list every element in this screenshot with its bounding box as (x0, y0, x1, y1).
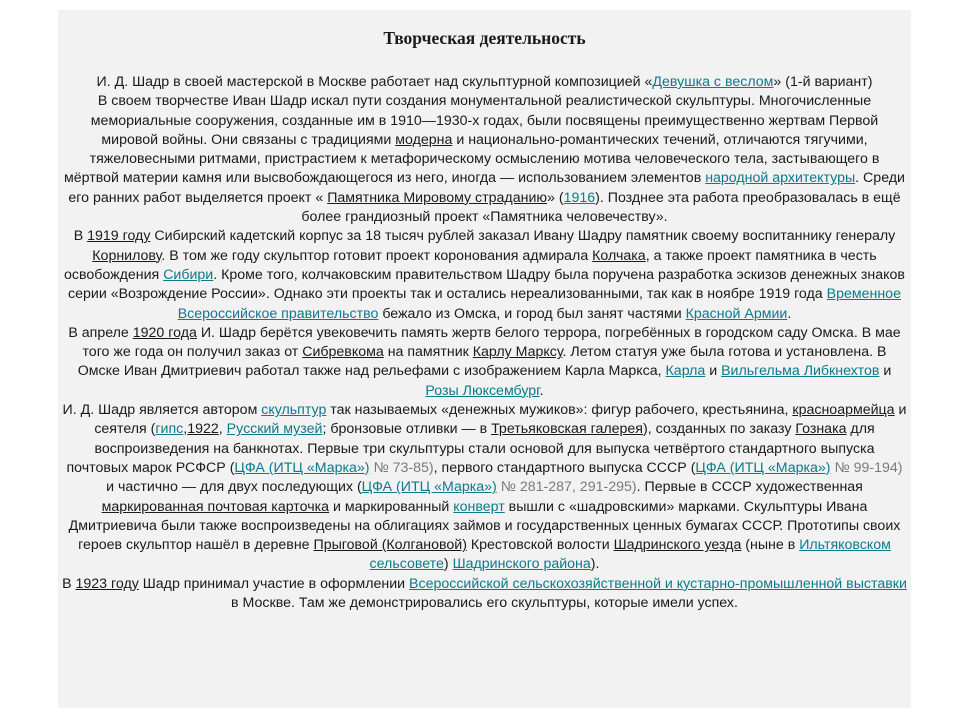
text-run: ), созданных по заказу (642, 421, 796, 438)
article-link[interactable]: ЦФА (ИТЦ «Марка») (234, 459, 370, 476)
text-run: . (539, 382, 544, 399)
article-link[interactable]: Карла (665, 363, 706, 380)
text-run: и частично — для двух последующих ( (106, 479, 362, 496)
underlined-reference[interactable]: Карлу Марксу (472, 344, 563, 361)
text-run: , а также проект памятника в честь освобождения (64, 247, 877, 283)
text-run: для воспроизведения на банкнотах. Первые три скульптуры стали основой для выпуска четвёртого стандартного выпуска почтовых марок РСФСР ( (66, 421, 875, 476)
text-run: и (879, 363, 892, 380)
article-link[interactable]: Всероссийской сельскохозяйственной и кустарно-промышленной выставки (409, 575, 907, 592)
text-run: . Первые в СССР художественная (636, 479, 863, 496)
underlined-reference[interactable]: модерна (395, 131, 453, 148)
article-link[interactable]: Вильгельма Либкнехтов (721, 363, 880, 380)
text-run: » ( (547, 189, 564, 206)
underlined-reference[interactable]: 1919 году (87, 228, 151, 245)
text-run: в Москве. Там же демонстрировались его скульптуры, которые имели успех. (231, 595, 738, 612)
text-run: . (787, 305, 792, 322)
article-link[interactable]: Сибири (163, 266, 214, 283)
underlined-reference[interactable]: Прыговой (Колгановой) (313, 537, 467, 554)
article-link[interactable]: Ильтяковском сельсовете (369, 537, 891, 573)
article-link[interactable]: Розы Люксембург (425, 382, 540, 399)
article-body (62, 73, 907, 613)
text-run: и маркированный (329, 498, 454, 515)
text-run: , первого стандартного выпуска СССР ( (433, 459, 696, 476)
article-link[interactable]: Временное Всероссийское правительство (177, 286, 901, 322)
text-run: И. Д. Шадр в своей мастерской в Москве работает над скульптурной композицией « (96, 74, 653, 90)
text-run: В своем творчестве Иван Шадр искал пути создания монументальной реалистической скульптуры. Многочисленные мемориальные сооружения, созданные им в 1910—1930-х годах, были посвящены преимущественно жертвам Первой мировой войны. Они связаны с традициями (90, 93, 879, 148)
article-link[interactable]: Русский музей (226, 421, 323, 438)
text-run: (ныне в (741, 537, 800, 554)
text-run: . В том же году скульптор готовит проект коронования адмирала (161, 247, 593, 264)
article-link[interactable]: конверт (453, 498, 505, 515)
text-run: . Кроме того, колчаковским правительством Шадру была поручена разработка эскизов денежных знаков серии «Возрождение России». Однако эти проекты так и остались нереализованными, так как в ноябре 1919 года (68, 266, 905, 303)
underlined-reference[interactable]: 1923 году (75, 575, 139, 592)
paragraph-creative-path (62, 92, 907, 227)
article-link[interactable]: Шадринского района (452, 556, 591, 573)
article-link[interactable]: ЦФА (ИТЦ «Марка») (695, 459, 831, 476)
article-link[interactable]: Красной Армии (685, 305, 788, 322)
article-link[interactable]: гипс (155, 421, 184, 438)
text-run: И. Д. Шадр является автором (62, 402, 262, 419)
paragraph-1920 (62, 324, 907, 401)
underlined-reference[interactable]: Шадринского уезда (613, 537, 742, 554)
text-run: бежало из Омска, и город был занят частями (378, 305, 686, 322)
paragraph-money-men (62, 401, 907, 575)
text-run: вышли с «шадровскими» марками. Скульптуры Ивана Дмитриевича были также воспроизведены на облигациях займов и государственных ценных бумагах СССР. Прототипы своих героев скульптор нашёл в деревне (68, 498, 901, 554)
text-run: так называемых «денежных мужиков»: фигур рабочего, крестьянина, (326, 402, 793, 419)
underlined-reference[interactable]: красноармейца (792, 402, 895, 419)
page-title: Творческая деятельность (383, 28, 586, 48)
text-run: Сибирский кадетский корпус за 18 тысяч рублей заказал Ивану Шадру памятник своему воспитаннику генералу (150, 228, 896, 245)
text-run: » (1-й вариант) (773, 74, 873, 90)
paragraph-1923 (62, 575, 907, 614)
text-run: и (705, 363, 722, 380)
text-run: ). Позднее эта работа преобразовалась в ещё более грандиозный проект «Памятника человечеству». (301, 189, 901, 226)
underlined-reference[interactable]: Корнилову (92, 247, 162, 264)
text-run: В апреле (68, 324, 133, 341)
paragraph-1919 (62, 227, 907, 323)
text-run: В (62, 575, 76, 592)
underlined-reference[interactable]: Колчака (592, 247, 646, 264)
text-run: В (73, 228, 88, 245)
underlined-reference[interactable]: 1922 (187, 421, 219, 438)
underlined-reference[interactable]: Гознака (795, 421, 847, 438)
article-link[interactable]: 1916 (563, 189, 596, 206)
text-run: И. Шадр берётся увековечить память жертв белого террора, погребённых в городском саду Омска. В мае того же года он получил заказ от (82, 324, 901, 361)
catalog-number: № 99-194) (830, 459, 903, 476)
text-run: , (183, 421, 188, 438)
text-run: и национально-романтических течений, отличаются тягучими, тяжеловесными ритмами, пристрастием к метафорическому осмыслению мотива человеческого тела, застывающего в мёртвой материи камня или высвобождающегося из него, иногда — использованием элементов (64, 131, 880, 187)
text-run: ) (443, 556, 453, 573)
underlined-reference[interactable]: Памятника Мировому страданию (327, 189, 548, 206)
text-run: . Среди его ранних работ выделяется проект « (68, 170, 905, 206)
article-link[interactable]: народной архитектуры (705, 170, 856, 187)
article-link[interactable]: Девушка с веслом (652, 74, 774, 90)
catalog-number: № 281-287, 291-295) (496, 479, 637, 496)
text-run: и сеятеля ( (94, 402, 907, 438)
text-run: . Летом статуя уже была готова и установлена. В Омске Иван Дмитриевич работал также над рельефами с изображением Карла Маркса, (77, 344, 887, 380)
text-run: на памятник (383, 344, 473, 361)
article-link[interactable]: скульптур (261, 402, 327, 419)
text-run: ). (590, 556, 600, 573)
article-link[interactable]: ЦФА (ИТЦ «Марка») (361, 479, 497, 496)
underlined-reference[interactable]: Третьяковская галерея (491, 421, 643, 438)
underlined-reference[interactable]: 1920 года (132, 324, 197, 341)
article-panel (58, 10, 911, 708)
underlined-reference[interactable]: маркированная почтовая карточка (101, 498, 330, 515)
text-run: Крестовской волости (466, 537, 614, 554)
paragraph-caption (62, 73, 907, 92)
text-run: Шадр принимал участие в оформлении (138, 575, 410, 592)
catalog-number: № 73-85) (369, 459, 434, 476)
text-run: , (218, 421, 227, 438)
underlined-reference[interactable]: Сибревкома (302, 344, 384, 361)
text-run: ; бронзовые отливки — в (322, 421, 492, 438)
